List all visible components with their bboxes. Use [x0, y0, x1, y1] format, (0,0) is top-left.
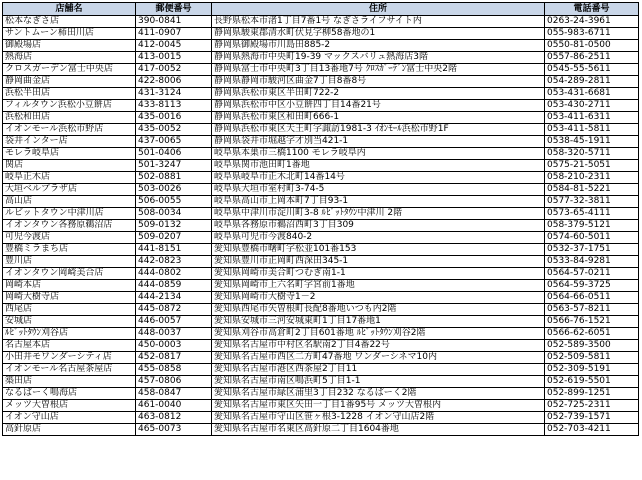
- store-name-cell[interactable]: 高山店: [3, 196, 136, 208]
- phone-cell[interactable]: 058-210-2311: [545, 172, 639, 184]
- header-address[interactable]: 住所: [212, 3, 545, 16]
- phone-cell[interactable]: 0564-66-0511: [545, 292, 639, 304]
- postal-code-cell[interactable]: 444-0802: [136, 268, 212, 280]
- address-cell[interactable]: 静岡県熱海市中央町19-39 マックスバリュ熱海店3階: [212, 52, 545, 64]
- postal-code-cell[interactable]: 433-8113: [136, 100, 212, 112]
- postal-code-cell[interactable]: 435-0016: [136, 112, 212, 124]
- address-cell[interactable]: 愛知県豊川市正岡町西深田345-1: [212, 256, 545, 268]
- address-cell[interactable]: 静岡県浜松市東区天王町字諏訪1981-3 ｲｵﾝﾓｰﾙ浜松市野1F: [212, 124, 545, 136]
- phone-cell[interactable]: 052-309-5191: [545, 364, 639, 376]
- postal-code-cell[interactable]: 501-0406: [136, 148, 212, 160]
- postal-code-cell[interactable]: 508-0034: [136, 208, 212, 220]
- table-row: [3, 76, 639, 88]
- table-row: [3, 16, 639, 28]
- header-phone[interactable]: 電話番号: [545, 3, 639, 16]
- address-cell[interactable]: 愛知県名古屋市名東区高針原二丁目1604番地: [212, 424, 545, 436]
- address-cell[interactable]: 静岡県浜松市中区小豆餅四丁目14番21号: [212, 100, 545, 112]
- table-row: [3, 124, 639, 136]
- postal-code-cell[interactable]: 442-0823: [136, 256, 212, 268]
- address-cell[interactable]: 愛知県名古屋市緑区浦里3丁目232 なるぱーく2階: [212, 388, 545, 400]
- postal-code-cell[interactable]: 509-0207: [136, 232, 212, 244]
- phone-cell[interactable]: 0584-81-5221: [545, 184, 639, 196]
- store-name-cell[interactable]: 築田店: [3, 376, 136, 388]
- table-row: [3, 136, 639, 148]
- store-name-cell[interactable]: 浜松和田店: [3, 112, 136, 124]
- phone-cell[interactable]: 053-411-6311: [545, 112, 639, 124]
- phone-cell[interactable]: 0564-57-0211: [545, 268, 639, 280]
- table-row: [3, 232, 639, 244]
- table-row: [3, 412, 639, 424]
- phone-cell[interactable]: 052-739-1571: [545, 412, 639, 424]
- header-store-name[interactable]: 店舗名: [3, 3, 136, 16]
- store-name-cell[interactable]: なるぱーく鳴海店: [3, 388, 136, 400]
- phone-cell[interactable]: 0263-24-3961: [545, 16, 639, 28]
- store-name-cell[interactable]: イオン守山店: [3, 412, 136, 424]
- table-row: [3, 40, 639, 52]
- postal-code-cell[interactable]: 458-0847: [136, 388, 212, 400]
- table-row: [3, 244, 639, 256]
- phone-cell[interactable]: 0545-55-5611: [545, 64, 639, 76]
- postal-code-cell[interactable]: 501-3247: [136, 160, 212, 172]
- table-row: [3, 304, 639, 316]
- store-name-cell[interactable]: 可児今渡店: [3, 232, 136, 244]
- phone-cell[interactable]: 0575-21-5051: [545, 160, 639, 172]
- store-name-cell[interactable]: 浜松半田店: [3, 88, 136, 100]
- table-row: [3, 196, 639, 208]
- phone-cell[interactable]: 055-983-6711: [545, 28, 639, 40]
- phone-cell[interactable]: 052-703-4211: [545, 424, 639, 436]
- table-row: [3, 184, 639, 196]
- address-cell[interactable]: 岐阜県大垣市室村町3-74-5: [212, 184, 545, 196]
- store-name-cell[interactable]: 豊川店: [3, 256, 136, 268]
- store-name-cell[interactable]: 岡崎大樹寺店: [3, 292, 136, 304]
- phone-cell[interactable]: 0538-45-1911: [545, 136, 639, 148]
- address-cell[interactable]: 愛知県刈谷市高倉町2丁目601番地 ﾙﾋﾞｯﾄﾀｳﾝ刈谷2階: [212, 328, 545, 340]
- store-name-cell[interactable]: サントムーン柿田川店: [3, 28, 136, 40]
- store-name-cell[interactable]: 関店: [3, 160, 136, 172]
- address-cell[interactable]: 愛知県岡崎市上六名町字宮前1番地: [212, 280, 545, 292]
- table-row: [3, 268, 639, 280]
- phone-cell[interactable]: 058-379-5121: [545, 220, 639, 232]
- phone-cell[interactable]: 0573-65-4111: [545, 208, 639, 220]
- address-cell[interactable]: 愛知県安城市三河安城東町1丁目17番地1: [212, 316, 545, 328]
- table-body: [3, 16, 639, 436]
- table-row: [3, 340, 639, 352]
- address-cell[interactable]: 愛知県西尾市矢曽根町長配8番地いつも内2階: [212, 304, 545, 316]
- address-cell[interactable]: 岐阜県関市池田町1番地: [212, 160, 545, 172]
- address-cell[interactable]: 岐阜県中津川市淀川町3-8 ﾙﾋﾞｯﾄﾀｳﾝ中津川 2階: [212, 208, 545, 220]
- phone-cell[interactable]: 0533-84-9281: [545, 256, 639, 268]
- table-row: [3, 160, 639, 172]
- postal-code-cell[interactable]: 506-0055: [136, 196, 212, 208]
- phone-cell[interactable]: 052-619-5501: [545, 376, 639, 388]
- store-name-cell[interactable]: クロスガーデン富士中央店: [3, 64, 136, 76]
- store-name-cell[interactable]: 岐阜正木店: [3, 172, 136, 184]
- store-name-cell[interactable]: 大垣ベルプラザ店: [3, 184, 136, 196]
- address-cell[interactable]: 長野県松本市渚1丁目7番1号 なぎさライフサイト内: [212, 16, 545, 28]
- phone-cell[interactable]: 0550-81-0500: [545, 40, 639, 52]
- store-list-table: [2, 2, 639, 436]
- address-cell[interactable]: 静岡県浜松市東区和田町666-1: [212, 112, 545, 124]
- postal-code-cell[interactable]: 437-0065: [136, 136, 212, 148]
- table-row: [3, 280, 639, 292]
- header-row: [3, 3, 639, 16]
- table-row: [3, 376, 639, 388]
- store-name-cell[interactable]: 御殿場店: [3, 40, 136, 52]
- table-row: [3, 388, 639, 400]
- store-name-cell[interactable]: ﾙﾋﾞｯﾄﾀｳﾝ刈谷店: [3, 328, 136, 340]
- store-name-cell[interactable]: 岡崎本店: [3, 280, 136, 292]
- postal-code-cell[interactable]: 435-0052: [136, 124, 212, 136]
- address-cell[interactable]: 岐阜県高山市上岡本町7丁目93-1: [212, 196, 545, 208]
- phone-cell[interactable]: 0577-32-3811: [545, 196, 639, 208]
- table-row: [3, 28, 639, 40]
- phone-cell[interactable]: 0566-76-1521: [545, 316, 639, 328]
- store-name-cell[interactable]: 小田井モワンダーシティ店: [3, 352, 136, 364]
- table-row: [3, 316, 639, 328]
- postal-code-cell[interactable]: 431-3124: [136, 88, 212, 100]
- store-name-cell[interactable]: 西尾店: [3, 304, 136, 316]
- address-cell[interactable]: 静岡県浜松市東区半田町722-2: [212, 88, 545, 100]
- table-row: [3, 424, 639, 436]
- postal-code-cell[interactable]: 463-0812: [136, 412, 212, 424]
- table-header: [3, 3, 639, 16]
- table-row: [3, 352, 639, 364]
- address-cell[interactable]: 岐阜県可児市今渡840-2: [212, 232, 545, 244]
- store-name-cell[interactable]: イオンモール浜松市野店: [3, 124, 136, 136]
- table-row: [3, 148, 639, 160]
- address-cell[interactable]: 静岡県袋井市堀越字才別当421-1: [212, 136, 545, 148]
- table-row: [3, 172, 639, 184]
- postal-code-cell[interactable]: 444-0859: [136, 280, 212, 292]
- postal-code-cell[interactable]: 452-0817: [136, 352, 212, 364]
- store-name-cell[interactable]: 松本なぎさ店: [3, 16, 136, 28]
- address-cell[interactable]: 愛知県岡崎市大樹寺1－2: [212, 292, 545, 304]
- address-cell[interactable]: 岐阜県各務原市鵜沼西町3丁目309: [212, 220, 545, 232]
- table-row: [3, 220, 639, 232]
- address-cell[interactable]: 静岡県御殿場市川島田885-2: [212, 40, 545, 52]
- postal-code-cell[interactable]: 444-2134: [136, 292, 212, 304]
- postal-code-cell[interactable]: 450-0003: [136, 340, 212, 352]
- phone-cell[interactable]: 058-320-5711: [545, 148, 639, 160]
- table-row: [3, 364, 639, 376]
- postal-code-cell[interactable]: 503-0026: [136, 184, 212, 196]
- table-row: [3, 112, 639, 124]
- store-name-cell[interactable]: イオンモール名古屋茶屋店: [3, 364, 136, 376]
- phone-cell[interactable]: 0532-37-1751: [545, 244, 639, 256]
- postal-code-cell[interactable]: 457-0806: [136, 376, 212, 388]
- store-name-cell[interactable]: 高針原店: [3, 424, 136, 436]
- phone-cell[interactable]: 053-411-5811: [545, 124, 639, 136]
- address-cell[interactable]: 静岡県駿東郡清水町伏見字柳58番地の1: [212, 28, 545, 40]
- store-name-cell[interactable]: フィルタウン浜松小豆餅店: [3, 100, 136, 112]
- postal-code-cell[interactable]: 465-0073: [136, 424, 212, 436]
- postal-code-cell[interactable]: 509-0132: [136, 220, 212, 232]
- table-row: [3, 52, 639, 64]
- phone-cell[interactable]: 0574-60-5011: [545, 232, 639, 244]
- store-name-cell[interactable]: 豊橋ミラまち店: [3, 244, 136, 256]
- table-row: [3, 64, 639, 76]
- phone-cell[interactable]: 054-289-2811: [545, 76, 639, 88]
- store-name-cell[interactable]: 袋井インター店: [3, 136, 136, 148]
- store-name-cell[interactable]: モレラ岐阜店: [3, 148, 136, 160]
- address-cell[interactable]: 岐阜県岐阜市正木北町14番14号: [212, 172, 545, 184]
- store-name-cell[interactable]: 静岡曲金店: [3, 76, 136, 88]
- table-row: [3, 400, 639, 412]
- store-name-cell[interactable]: 名古屋本店: [3, 340, 136, 352]
- table-row: [3, 292, 639, 304]
- table-row: [3, 100, 639, 112]
- address-cell[interactable]: 愛知県豊橋市曙町字松並101番153: [212, 244, 545, 256]
- address-cell[interactable]: 静岡県静岡市駿河区曲金7丁目8番8号: [212, 76, 545, 88]
- address-cell[interactable]: 愛知県名古屋市守山区笹ヶ根3-1228 イオン守山店2階: [212, 412, 545, 424]
- phone-cell[interactable]: 0564-59-3725: [545, 280, 639, 292]
- address-cell[interactable]: 愛知県名古屋市東区矢田一丁目1番95号 メッツ大曽根内: [212, 400, 545, 412]
- postal-code-cell[interactable]: 502-0881: [136, 172, 212, 184]
- store-name-cell[interactable]: 安城店: [3, 316, 136, 328]
- postal-code-cell[interactable]: 422-8006: [136, 76, 212, 88]
- phone-cell[interactable]: 052-725-2311: [545, 400, 639, 412]
- address-cell[interactable]: 愛知県名古屋市南区鳴浜町5丁目1-1: [212, 376, 545, 388]
- postal-code-cell[interactable]: 390-0841: [136, 16, 212, 28]
- address-cell[interactable]: 愛知県名古屋市港区西茶屋2丁目11: [212, 364, 545, 376]
- postal-code-cell[interactable]: 441-8151: [136, 244, 212, 256]
- store-name-cell[interactable]: メッツ大曽根店: [3, 400, 136, 412]
- address-cell[interactable]: 愛知県名古屋市西区二方町47番地 ワンダーシネマ10内: [212, 352, 545, 364]
- phone-cell[interactable]: 052-509-5811: [545, 352, 639, 364]
- postal-code-cell[interactable]: 448-0037: [136, 328, 212, 340]
- store-name-cell[interactable]: 熱海店: [3, 52, 136, 64]
- postal-code-cell[interactable]: 412-0045: [136, 40, 212, 52]
- store-name-cell[interactable]: ルビットタウン中津川店: [3, 208, 136, 220]
- address-cell[interactable]: 愛知県名古屋市中村区名駅南2丁目4番22号: [212, 340, 545, 352]
- address-cell[interactable]: 静岡県富士市中央町3丁目13番地7号 ｸﾛｽｶﾞｰﾃﾞﾝ富士中央2階: [212, 64, 545, 76]
- address-cell[interactable]: 岐阜県本巣市三橋1100 モレラ岐阜内: [212, 148, 545, 160]
- store-name-cell[interactable]: イオンタウン岡崎美合店: [3, 268, 136, 280]
- header-postal-code[interactable]: 郵便番号: [136, 3, 212, 16]
- phone-cell[interactable]: 053-431-6681: [545, 88, 639, 100]
- phone-cell[interactable]: 053-430-2711: [545, 100, 639, 112]
- table-row: [3, 208, 639, 220]
- phone-cell[interactable]: 052-899-1251: [545, 388, 639, 400]
- phone-cell[interactable]: 0563-57-8211: [545, 304, 639, 316]
- postal-code-cell[interactable]: 446-0057: [136, 316, 212, 328]
- phone-cell[interactable]: 0566-62-6051: [545, 328, 639, 340]
- postal-code-cell[interactable]: 461-0040: [136, 400, 212, 412]
- postal-code-cell[interactable]: 413-0015: [136, 52, 212, 64]
- table-row: [3, 88, 639, 100]
- postal-code-cell[interactable]: 455-0858: [136, 364, 212, 376]
- table-row: [3, 256, 639, 268]
- table-row: [3, 328, 639, 340]
- phone-cell[interactable]: 0557-86-2511: [545, 52, 639, 64]
- store-name-cell[interactable]: イオンタウン各務原鵜沼店: [3, 220, 136, 232]
- phone-cell[interactable]: 052-589-3500: [545, 340, 639, 352]
- postal-code-cell[interactable]: 411-0907: [136, 28, 212, 40]
- address-cell[interactable]: 愛知県岡崎市美合町つむぎ南1-1: [212, 268, 545, 280]
- postal-code-cell[interactable]: 417-0052: [136, 64, 212, 76]
- postal-code-cell[interactable]: 445-0872: [136, 304, 212, 316]
